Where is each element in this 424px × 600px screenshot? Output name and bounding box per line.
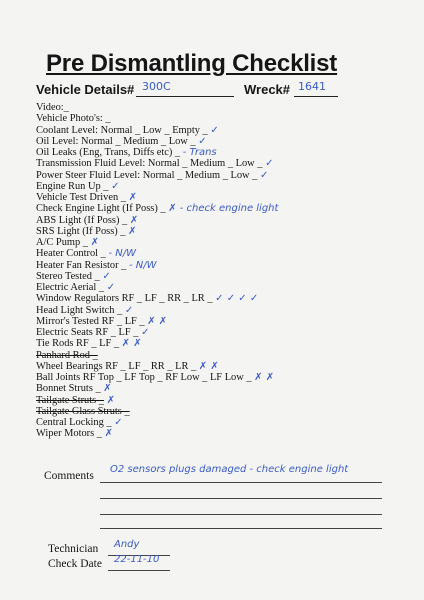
wreck-value[interactable]: 1641 [298,80,326,93]
check-date-row [48,554,160,570]
item-label: A/C Pump _ [36,237,88,248]
checklist-item [36,102,406,113]
item-label: Coolant Level: Normal _ Low _ Empty _ [36,124,208,136]
item-label: ABS Light (If Poss) _ [36,214,128,226]
item-label: Engine Run Up _ [36,180,109,192]
item-handwriting[interactable]: ✓ [259,169,269,181]
item-label: Heater Fan Resistor _ [36,259,127,271]
item-label: Panhard Rod _ [36,349,98,361]
item-label: Vehicle Test Driven _ [36,192,126,203]
check-date-label: Check Date [48,558,102,570]
checklist-item [36,372,406,383]
item-label: Window Regulators RF _ LF _ RR _ LR _ [36,293,213,305]
item-handwriting[interactable]: ✓ [265,158,274,170]
checklist-item [36,147,406,158]
technician-row [48,539,140,555]
page-title: Pre Dismantling Checklist [46,50,338,77]
item-label: Heater Control _ [36,248,106,260]
wreck-line [294,96,338,97]
item-handwriting[interactable]: ✗ [104,428,113,440]
item-handwriting[interactable]: - Trans [182,147,217,158]
item-handwriting[interactable]: ✗ [128,225,137,237]
item-handwriting[interactable]: ✗ ✗ [254,372,275,383]
vehicle-details-row [36,82,386,100]
comment-line [100,514,382,515]
item-label: Electric Aerial _ [36,282,105,293]
checklist-item [36,170,406,181]
item-handwriting[interactable]: ✓ [114,417,123,428]
item-label: Oil Level: Normal _ Medium _ Low _ [36,135,196,147]
checklist-item [36,203,406,214]
technician-label: Technician [48,543,99,555]
item-handwriting[interactable]: ✓ [198,135,207,147]
item-label: Stereo Tested _ [36,270,100,282]
item-handwriting[interactable]: ✗ ✗ [147,315,168,327]
checklist-item [36,158,406,169]
item-handwriting[interactable]: ✗ [90,237,99,248]
checklist-item [36,282,406,293]
item-handwriting[interactable]: ✓ [141,327,150,338]
checklist-item [36,260,406,271]
check-date-value[interactable]: 22-11-10 [114,554,160,565]
vehicle-details-value[interactable]: 300C [142,80,171,93]
checklist-item [36,136,406,147]
item-handwriting[interactable]: ✓ [111,180,120,192]
item-handwriting[interactable]: ✗ [106,394,115,406]
item-handwriting[interactable]: ✗ ✗ [121,338,142,350]
item-label: Oil Leaks (Eng, Trans, Diffs etc) _ [36,147,181,158]
checklist-item [36,305,406,316]
checklist-item [36,361,406,372]
item-label: Bonnet Struts _ [36,383,101,395]
check-date-line [108,570,170,571]
comments-section [44,464,384,530]
item-label: Check Engine Light (If Poss) _ [36,203,166,215]
checklist-item [36,293,406,304]
vehicle-details-label: Vehicle Details# [36,82,135,97]
item-handwriting[interactable]: ✗ [129,214,139,226]
item-handwriting[interactable]: ✓ [124,304,134,316]
item-label: Tie Rods RF _ LF _ [36,338,120,350]
checklist-item [36,350,406,361]
item-label: Mirror's Tested RF _ LF _ [36,315,145,327]
item-handwriting[interactable]: ✓ ✓ ✓ ✓ [215,293,259,305]
item-label: Electric Seats RF _ LF _ [36,327,139,338]
checklist-item [36,406,406,417]
item-label: Video:_ [36,102,69,113]
item-label: Tailgate Glass Struts _ [36,405,130,417]
item-handwriting[interactable]: ✗ - check engine light [168,203,279,215]
item-label: Wheel Bearings RF _ LF _ RR _ LR _ [36,360,197,372]
vehicle-details-line [136,96,234,97]
item-label: Wiper Motors _ [36,428,102,440]
item-handwriting[interactable]: - N/W [108,248,136,260]
checklist-item [36,237,406,248]
checklist-item [36,327,406,338]
checklist-item [36,248,406,259]
checklist-item [36,383,406,394]
checklist-item [36,395,406,406]
item-handwriting[interactable]: ✓ [106,282,116,293]
checklist-item [36,316,406,327]
checklist-item [36,226,406,237]
item-label: Head Light Switch _ [36,304,123,316]
checklist-item [36,428,406,439]
comment-line [100,528,382,529]
item-handwriting[interactable]: ✓ [210,124,219,136]
item-label: Vehicle Photo's: _ [36,113,111,125]
item-label: Ball Joints RF Top _ LF Top _ RF Low _ LF Low _ [36,372,252,383]
item-label: Power Steer Fluid Level: Normal _ Medium _ Low _ [36,169,258,181]
wreck-label: Wreck# [244,82,291,97]
item-handwriting[interactable]: ✗ [103,383,112,395]
checklist-item [36,181,406,192]
item-handwriting[interactable]: - N/W [128,259,157,271]
item-label: Transmission Fluid Level: Normal _ Medium _ Low _ [36,158,263,170]
checklist-item [36,338,406,349]
item-label: SRS Light (If Poss) _ [36,225,126,237]
checklist-item [36,271,406,282]
checklist-item [36,113,406,124]
technician-value[interactable]: Andy [114,539,140,550]
checklist-item [36,125,406,136]
item-handwriting[interactable]: ✓ [102,270,111,282]
checklist-items [36,102,406,440]
item-handwriting[interactable]: ✗ ✗ [198,360,219,372]
comment-line [100,482,382,483]
checklist-item [36,215,406,226]
item-label: Tailgate Struts _ [36,394,104,406]
comment-line [100,498,382,499]
comments-label: Comments [44,470,94,482]
checklist-item [36,417,406,428]
checklist-item [36,192,406,203]
item-handwriting[interactable]: ✗ [128,192,137,203]
comments-value[interactable]: O2 sensors plugs damaged - check engine light [110,464,349,475]
item-label: Central Locking _ [36,417,112,428]
